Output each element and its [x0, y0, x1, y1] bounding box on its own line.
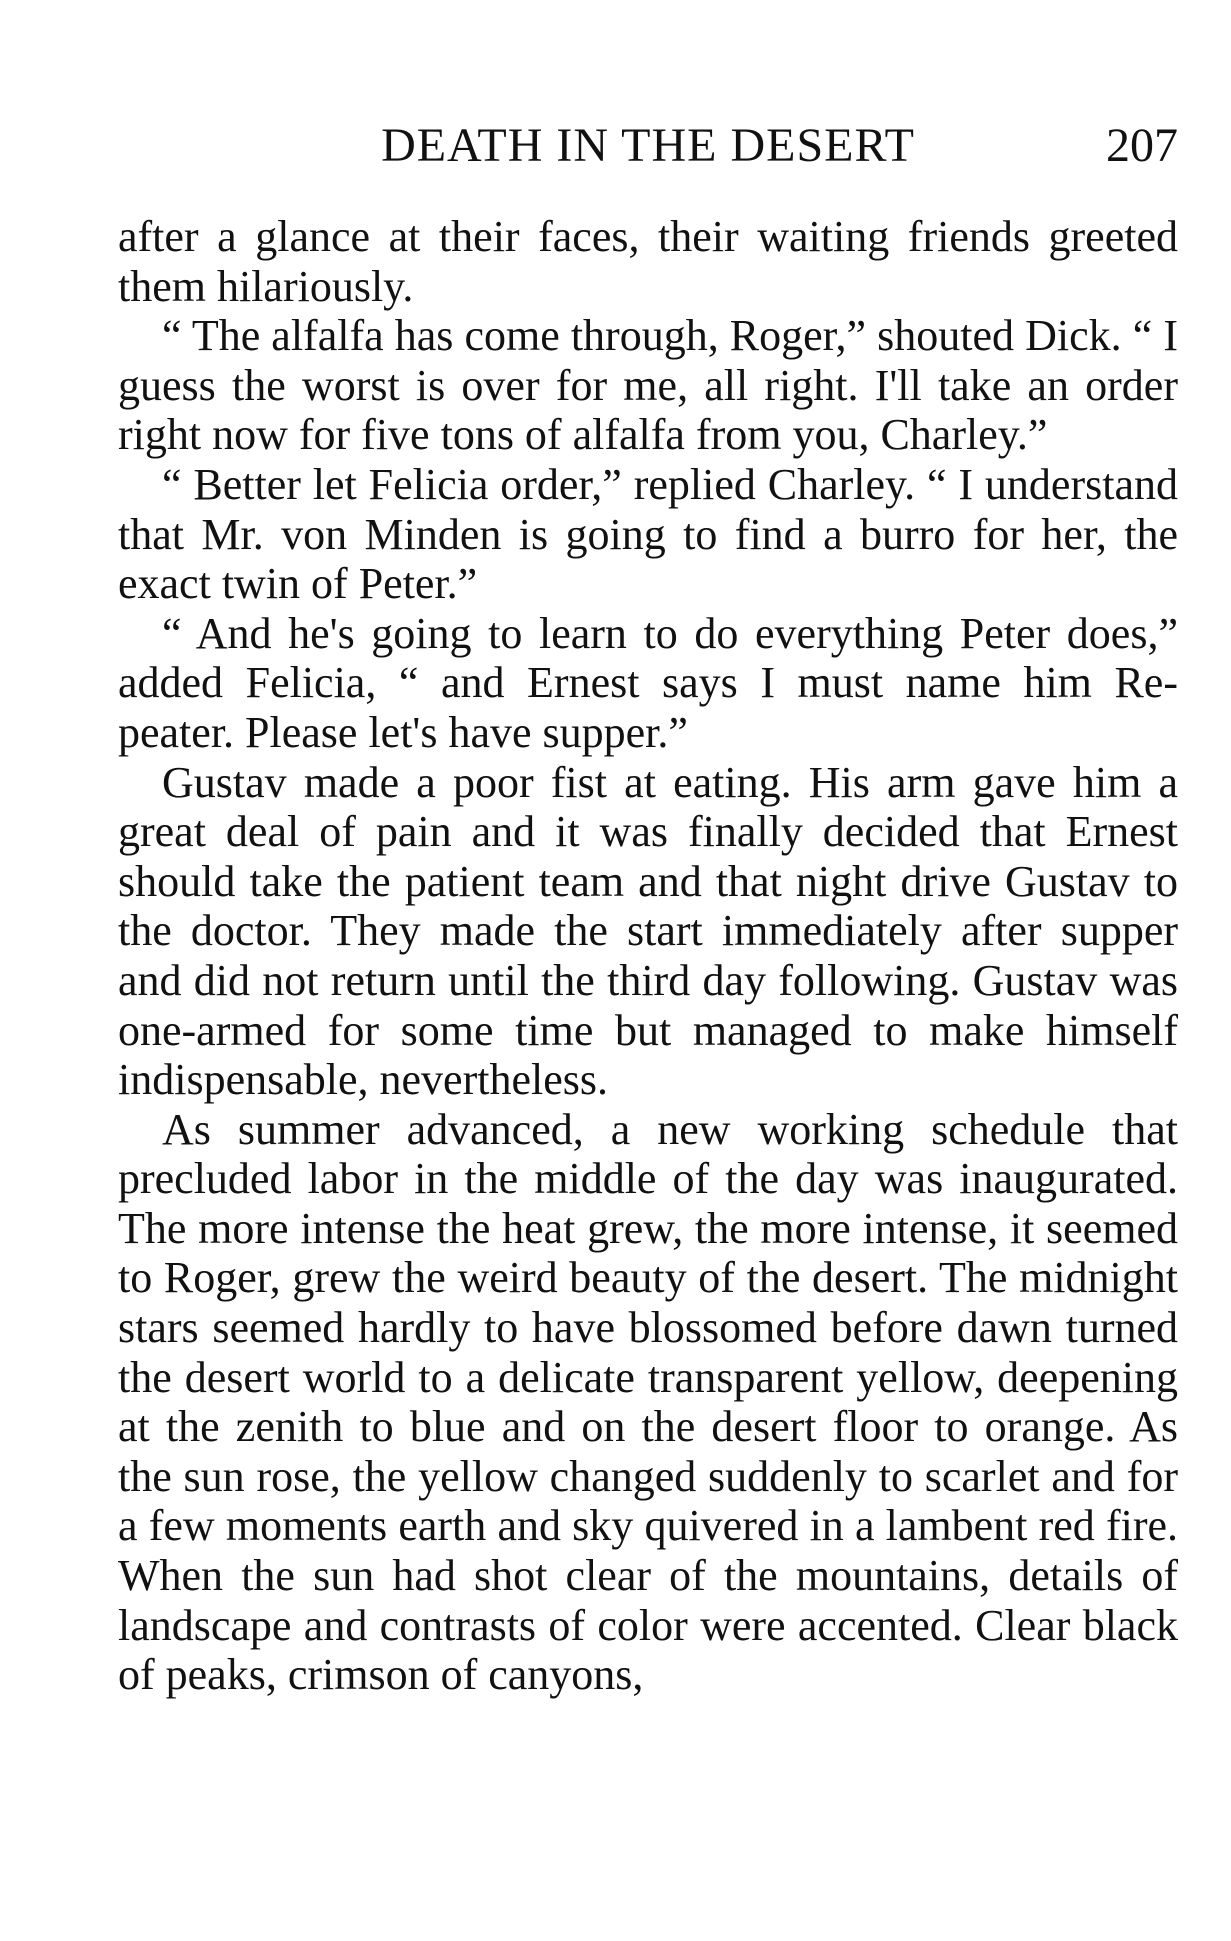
text-body [118, 212, 1178, 1700]
paragraph-summer: As summer advanced, a new working schedule that precluded labor in the middle of the day was inaugurated. The more intense the heat grew, the more intense, it seemed to Roger, grew the weird beauty of the desert. The midnight stars seemed hardly to have blossomed before dawn turned the desert world to a delicate transparent yellow, deepening at the zenith to blue and on the desert floor to orange. As the sun rose, the yellow changed suddenly to scarlet and for a few moments earth and sky quivered in a lambent red fire. When the sun had shot clear of the mountains, details of landscape and contrasts of color were accented. Clear black of peaks, crimson of canyons, [118, 1104, 1178, 1700]
paragraph-alfalfa: “ The alfalfa has come through, Roger,” shouted Dick. “ I guess the worst is over for me, all right. I'll take an order right now for five tons of alfalfa from you, Charley.” [118, 311, 1178, 460]
paragraph-gustav: Gustav made a poor fist at eating. His arm gave him a great deal of pain and it was finally decided that Ernest should take the patient team and that night drive Gustav to the doctor. They made the start immediately after supper and did not return until the third day following. Gustav was one-armed for some time but managed to make himself indispensable, nevertheless. [118, 757, 1178, 1105]
paragraph-felicia-order: “ Better let Felicia order,” replied Charley. “ I understand that Mr. von Minden is going to find a burro for her, the exact twin of Peter.” [118, 459, 1178, 609]
paragraph-continued: after a glance at their faces, their waiting friends greeted them hilariously. [118, 212, 1178, 311]
paragraph-repeater: “ And he's going to learn to do everything Peter does,” added Felicia, “ and Ernest says I must name him Re-peater. Please let's have supper.” [118, 608, 1178, 757]
page-number: 207 [1106, 119, 1178, 172]
running-title: DEATH IN THE DESERT [381, 119, 915, 172]
running-head [118, 118, 1178, 188]
